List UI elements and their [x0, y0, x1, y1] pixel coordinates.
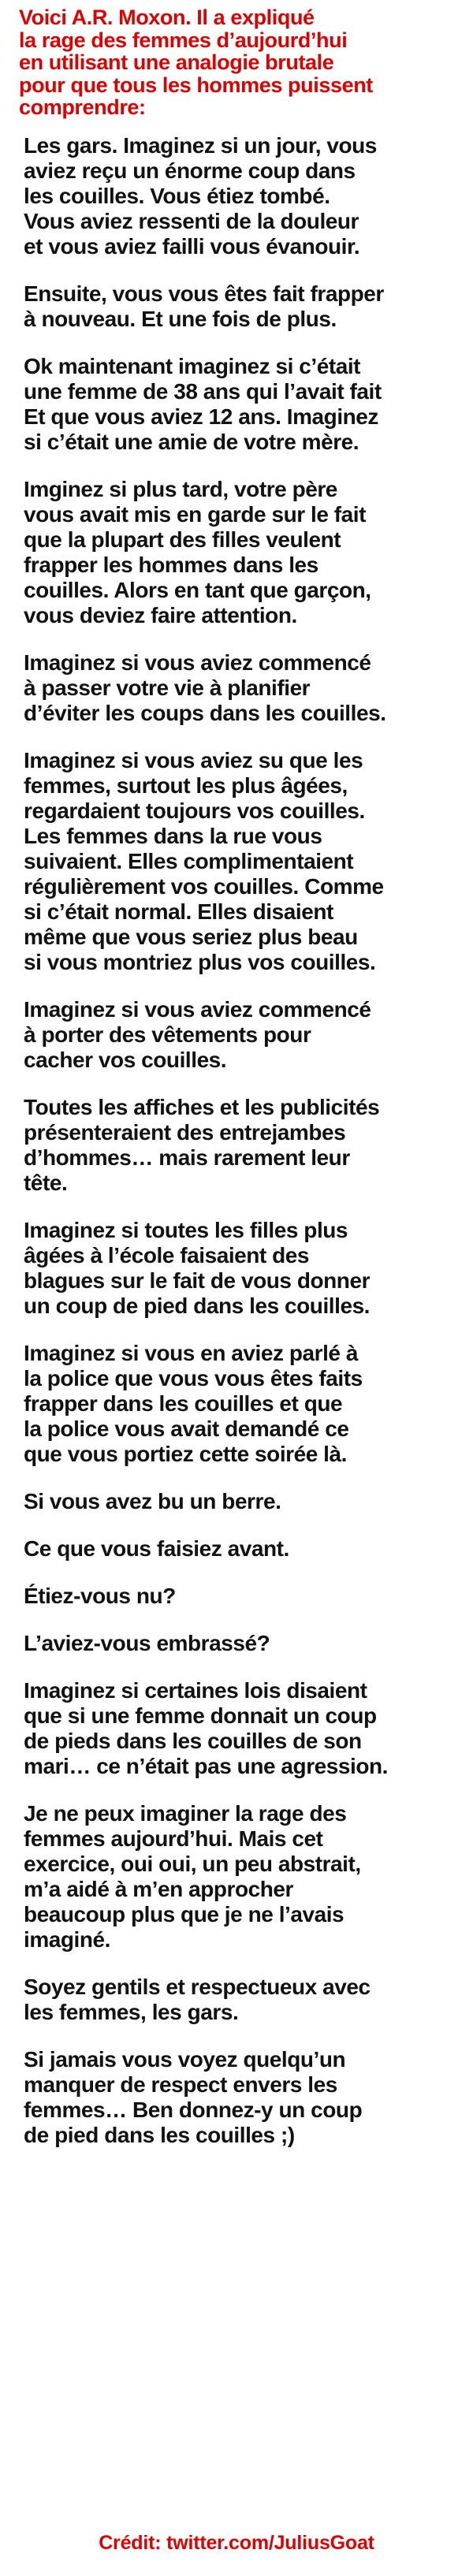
paragraph-line: la police vous avait demandé ce	[24, 1416, 349, 1441]
paragraph-line: Si jamais vous voyez quelqu’un	[24, 2046, 346, 2072]
paragraph-line: de pieds dans les couilles de son	[24, 1728, 362, 1753]
paragraph-line: femmes aujourd’hui. Mais cet	[24, 1826, 323, 1851]
story-paragraph	[24, 1536, 462, 1562]
paragraph-line: Ok maintenant imaginez si c’était	[24, 353, 361, 378]
paragraph-line: frapper les hommes dans les	[24, 552, 318, 577]
intro-line: en utilisant une analogie brutale	[19, 50, 334, 74]
story-paragraph	[24, 354, 462, 455]
story-paragraph	[24, 1975, 462, 2025]
paragraph-line: Imaginez si vous aviez su que les	[24, 747, 363, 772]
paragraph-line: blagues sur le fait de vous donner	[24, 1268, 371, 1293]
paragraph-line: Imaginez si vous aviez commencé	[24, 650, 371, 675]
paragraph-line: si c’était une amie de votre mère.	[24, 429, 359, 454]
paragraph-line: les femmes, les gars.	[24, 1999, 239, 2024]
paragraph-line: si c’était normal. Elles disaient	[24, 899, 333, 924]
paragraph-line: Toutes les affiches et les publicités	[24, 1094, 380, 1119]
paragraph-line: vous avait mis en garde sur le fait	[24, 501, 366, 527]
paragraph-line: à nouveau. Et une fois de plus.	[24, 306, 337, 331]
paragraph-line: Ensuite, vous vous êtes fait frapper	[24, 281, 384, 306]
paragraph-line: que la plupart des filles veulent	[24, 527, 341, 552]
paragraph-line: aviez reçu un énorme coup dans	[24, 158, 356, 183]
story-paragraph	[24, 1095, 462, 1196]
paragraph-line: même que vous seriez plus beau	[24, 924, 358, 949]
intro-heading	[11, 6, 462, 119]
paragraph-line: Ce que vous faisiez avant.	[24, 1536, 289, 1561]
paragraph-line: Je ne peux imaginer la rage des	[24, 1800, 347, 1826]
story-paragraph	[24, 748, 462, 975]
story-paragraph	[24, 1801, 462, 1952]
paragraph-line: un coup de pied dans les couilles.	[24, 1293, 371, 1318]
paragraph-line: manquer de respect envers les	[24, 2072, 337, 2097]
story-paragraph	[24, 477, 462, 628]
paragraph-line: d’hommes… mais rarement leur	[24, 1145, 350, 1170]
intro-line: la rage des femmes d’aujourd’hui	[19, 28, 348, 52]
paragraph-line: tête.	[24, 1170, 68, 1195]
paragraph-line: cacher vos couilles.	[24, 1047, 227, 1072]
paragraph-line: regardaient toujours vos couilles.	[24, 798, 365, 823]
story-paragraph	[24, 1489, 462, 1514]
paragraph-line: que si une femme donnait un coup	[24, 1703, 377, 1728]
paragraph-line: Imginez si plus tard, votre père	[24, 476, 337, 501]
paragraph-line: Si vous avez bu un berre.	[24, 1488, 281, 1513]
story-paragraph	[24, 997, 462, 1073]
paragraph-line: présenteraient des entrejambes	[24, 1119, 346, 1145]
paragraph-line: Imaginez si toutes les filles plus	[24, 1217, 348, 1242]
paragraph-line: m’a aidé à m’en approcher	[24, 1876, 293, 1901]
paragraph-line: suivaient. Elles complimentaient	[24, 848, 354, 873]
paragraph-line: vous deviez faire attention.	[24, 602, 297, 627]
paragraph-line: d’éviter les coups dans les couilles.	[24, 700, 386, 725]
intro-line: pour que tous les hommes puissent	[19, 73, 373, 97]
paragraph-line: Vous aviez ressenti de la douleur	[24, 208, 359, 233]
paragraph-line: femmes, surtout les plus âgées,	[24, 772, 348, 798]
story-paragraph	[24, 133, 462, 259]
paragraph-line: régulièrement vos couilles. Comme	[24, 873, 384, 899]
story-paragraph	[24, 1218, 462, 1319]
paragraph-line: beaucoup plus que je ne l’avais	[24, 1901, 345, 1926]
story-body	[11, 133, 462, 2148]
credit-line: Crédit: twitter.com/JuliusGoat	[99, 2532, 374, 2554]
paragraph-line: une femme de 38 ans qui l’avait fait	[24, 378, 382, 404]
paragraph-line: Étiez-vous nu?	[24, 1583, 176, 1608]
paragraph-line: Imaginez si vous en aviez parlé à	[24, 1340, 359, 1365]
story-paragraph	[24, 1678, 462, 1779]
story-paragraph	[24, 1584, 462, 1609]
story-paragraph	[24, 650, 462, 726]
paragraph-line: si vous montriez plus vos couilles.	[24, 949, 376, 974]
paragraph-line: les couilles. Vous étiez tombé.	[24, 183, 330, 208]
paragraph-line: mari… ce n’était pas une agression.	[24, 1753, 388, 1778]
story-paragraph	[24, 1341, 462, 1467]
intro-line: Voici A.R. Moxon. Il a expliqué	[19, 6, 315, 29]
paragraph-line: Les gars. Imaginez si un jour, vous	[24, 132, 377, 158]
paragraph-line: L’aviez-vous embrassé?	[24, 1630, 270, 1655]
paragraph-line: à passer votre vie à planifier	[24, 675, 311, 700]
paragraph-line: Les femmes dans la rue vous	[24, 823, 322, 848]
paragraph-line: couilles. Alors en tant que garçon,	[24, 577, 371, 602]
intro-line: comprendre:	[19, 95, 146, 119]
paragraph-line: Soyez gentils et respectueux avec	[24, 1974, 371, 1999]
paragraph-line: Imaginez si certaines lois disaient	[24, 1677, 367, 1703]
story-paragraph	[24, 2047, 462, 2148]
paragraph-line: que vous portiez cette soirée là.	[24, 1441, 347, 1466]
paragraph-line: Imaginez si vous aviez commencé	[24, 996, 371, 1022]
paragraph-line: imaginé.	[24, 1926, 110, 1952]
paragraph-line: de pied dans les couilles ;)	[24, 2122, 295, 2147]
paragraph-line: frapper dans les couilles et que	[24, 1390, 343, 1416]
paragraph-line: femmes… Ben donnez-y un coup	[24, 2097, 363, 2122]
paragraph-line: âgées à l’école faisaient des	[24, 1242, 310, 1268]
story-paragraph	[24, 281, 462, 332]
paragraph-line: à porter des vêtements pour	[24, 1022, 311, 1047]
paragraph-line: et vous aviez failli vous évanouir.	[24, 233, 360, 259]
paragraph-line: exercice, oui oui, un peu abstrait,	[24, 1851, 361, 1876]
story-paragraph	[24, 1631, 462, 1656]
paragraph-line: la police que vous vous êtes faits	[24, 1365, 363, 1390]
paragraph-line: Et que vous aviez 12 ans. Imaginez	[24, 404, 378, 429]
